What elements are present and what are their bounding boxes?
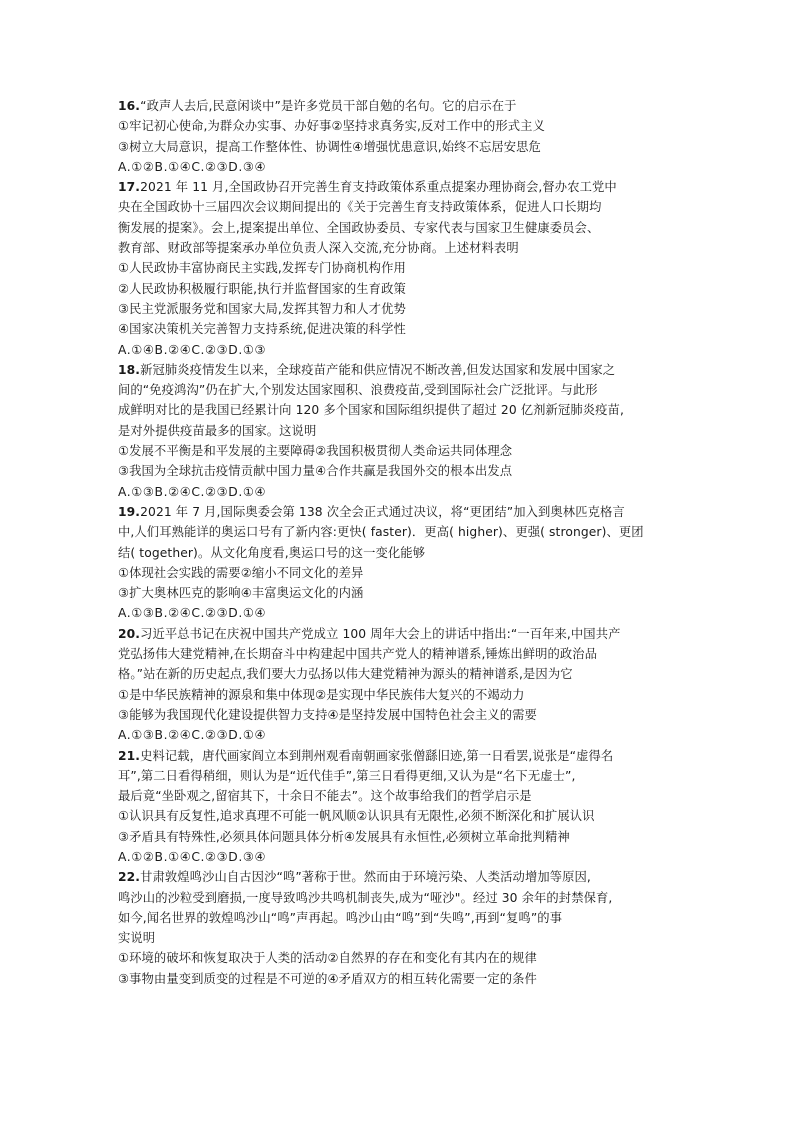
question-stem-line [118, 502, 680, 522]
question-stem-line: 耳”,第二日看得稍细，则认为是“近代佳手”,第三日看得更细,又认为是“名下无虚士”, [118, 768, 576, 783]
option-line: ④国家决策机关完善智力支持系统,促进决策的科学性 [118, 322, 406, 337]
option-line: ①人民政协丰富协商民主实践,发挥专门协商机构作用 [118, 261, 406, 276]
option-line: ①体现社会实践的需要②缩小不同文化的差异 [118, 565, 364, 580]
question-number: 22. [118, 870, 141, 885]
question-list [118, 96, 680, 989]
question-stem-line: 教育部、财政部等提案承办单位负责人深入交流,充分协商。上述材料表明 [118, 241, 519, 256]
question-stem-line: 如今,闻名世界的敦煌鸣沙山“鸣”声再起。鸣沙山由“鸣”到“失鸣”,再到“复鸣”的事 [118, 910, 563, 925]
question-stem-line: 成鲜明对比的是我国已经累计向 120 多个国家和国际组织提供了超过 20 亿剂新冠肺炎疫苗, [118, 403, 624, 418]
question-stem-line: 央在全国政协十三届四次会议期间提出的《关于完善生育支持政策体系，促进人口长期均 [118, 200, 602, 215]
question-stem-text: 2021 年 7 月,国际奥委会第 138 次全会正式通过决议，将“更团结”加入到奥林匹克格言 [140, 504, 625, 519]
question-stem-line: 格。”站在新的历史起点,我们要大力弘扬以伟大建党精神为源头的精神谱系,是因为它 [118, 667, 573, 682]
answer-choices: A.①③B.②④C.②③D.①④ [118, 484, 267, 499]
option-line: ②人民政协积极履行职能,执行并监督国家的生育政策 [118, 281, 406, 296]
question-stem-text: 习近平总书记在庆祝中国共产党成立 100 周年大会上的讲话中指出:“一百年来,中国共产 [140, 626, 621, 641]
question-stem-line [118, 177, 680, 197]
option-line: ①发展不平衡是和平发展的主要障碍②我国积极贯彻人类命运共同体理念 [118, 444, 513, 459]
option-line: ③事物由量变到质变的过程是不可逆的④矛盾双方的相互转化需要一定的条件 [118, 971, 537, 986]
question-stem-text: 甘肃敦煌鸣沙山自古因沙“鸣”著称于世。然而由于环境污染、人类活动增加等原因, [140, 870, 591, 885]
question-number: 20. [118, 626, 141, 641]
question-19 [118, 502, 680, 624]
question-stem-line: 衡发展的提案》。会上,提案提出单位、全国政协委员、专家代表与国家卫生健康委员会、 [118, 220, 600, 235]
question-22 [118, 867, 680, 989]
question-20 [118, 624, 680, 746]
question-stem-line: 结( together)。从文化角度看,奥运口号的这一变化能够 [118, 545, 426, 560]
question-stem-text: 新冠肺炎疫情发生以来，全球疫苗产能和供应情况不断改善,但发达国家和发展中国家之 [140, 362, 616, 377]
question-stem-line: 中,人们耳熟能详的奥运口号有了新内容:更快( faster)．更高( higher)、更强( stronger)、更团 [118, 525, 644, 540]
question-number: 16. [118, 99, 141, 113]
question-stem-line [118, 746, 680, 766]
question-stem-line [118, 867, 680, 887]
option-line: ①是中华民族精神的源泉和集中体现②是实现中华民族伟大复兴的不竭动力 [118, 687, 525, 702]
question-21 [118, 746, 680, 868]
option-line: ③能够为我国现代化建设提供智力支持④是坚持发展中国特色社会主义的需要 [118, 707, 537, 722]
question-stem-text: “政声人去后,民意闲谈中”是许多党员干部自勉的名句。它的启示在于 [140, 99, 517, 113]
answer-choices: A.①③B.②④C.②③D.①④ [118, 728, 267, 743]
question-number: 18. [118, 362, 141, 377]
question-stem-line: 实说明 [118, 931, 156, 946]
question-16 [118, 96, 680, 177]
question-stem-line [118, 624, 680, 644]
option-line: ③扩大奥林匹克的影响④丰富奥运文化的内涵 [118, 586, 364, 601]
question-stem-line: 是对外提供疫苗最多的国家。这说明 [118, 423, 317, 438]
question-number: 21. [118, 748, 141, 763]
question-stem-text: 史料记载，唐代画家阎立本到荆州观看南朝画家张僧繇旧迹,第一日看罢,说张是“虚得名 [140, 748, 614, 763]
option-line: ③我国为全球抗击疫情贡献中国力量④合作共赢是我国外交的根本出发点 [118, 464, 513, 479]
question-stem-line: 最后竟“坐卧观之,留宿其下，十余日不能去”。这个故事给我们的哲学启示是 [118, 789, 532, 804]
question-stem-line: 鸣沙山的沙粒受到磨损,一度导致鸣沙共鸣机制丧失,成为“哑沙"。经过 30 余年的封禁保育, [118, 890, 613, 905]
option-line: ①牢记初心使命,为群众办实事、办好事②坚持求真务实,反对工作中的形式主义 [118, 119, 545, 134]
option-line: ①认识具有反复性,追求真理不可能一帆风顺②认识具有无限性,必须不断深化和扩展认识 [118, 809, 595, 824]
option-line: ③矛盾具有特殊性,必须具体问题具体分析④发展具有永恒性,必须树立革命批判精神 [118, 829, 570, 844]
option-line: ①环境的破坏和恢复取决于人类的活动②自然界的存在和变化有其内在的规律 [118, 951, 537, 966]
answer-choices: A.①③B.②④C.②③D.①④ [118, 606, 267, 621]
answer-choices: A.①②B.①④C.②③D.③④ [118, 159, 267, 174]
question-17 [118, 177, 680, 360]
option-line: ③民主党派服务党和国家大局,发挥其智力和人才优势 [118, 301, 406, 316]
question-18 [118, 360, 680, 502]
question-stem-text: 2021 年 11 月,全国政协召开完善生育支持政策体系重点提案办理协商会,督办农工党中 [140, 180, 617, 195]
question-stem-line: 党弘扬伟大建党精神,在长期奋斗中构建起中国共产党人的精神谱系,锤炼出鲜明的政治品 [118, 647, 598, 662]
option-line: ③树立大局意识，提高工作整体性、协调性④增强忧患意识,始终不忘居安思危 [118, 139, 541, 154]
question-stem-line [118, 96, 680, 116]
question-number: 17. [118, 180, 141, 195]
question-stem-line [118, 360, 680, 380]
answer-choices: A.①②B.①④C.②③D.③④ [118, 849, 267, 864]
question-number: 19. [118, 504, 141, 519]
answer-choices: A.①④B.②④C.②③D.①③ [118, 342, 267, 357]
question-stem-line: 间的“免疫鸿沟”仍在扩大,个别发达国家囤积、浪费疫苗,受到国际社会广泛批评。与此形 [118, 383, 598, 398]
